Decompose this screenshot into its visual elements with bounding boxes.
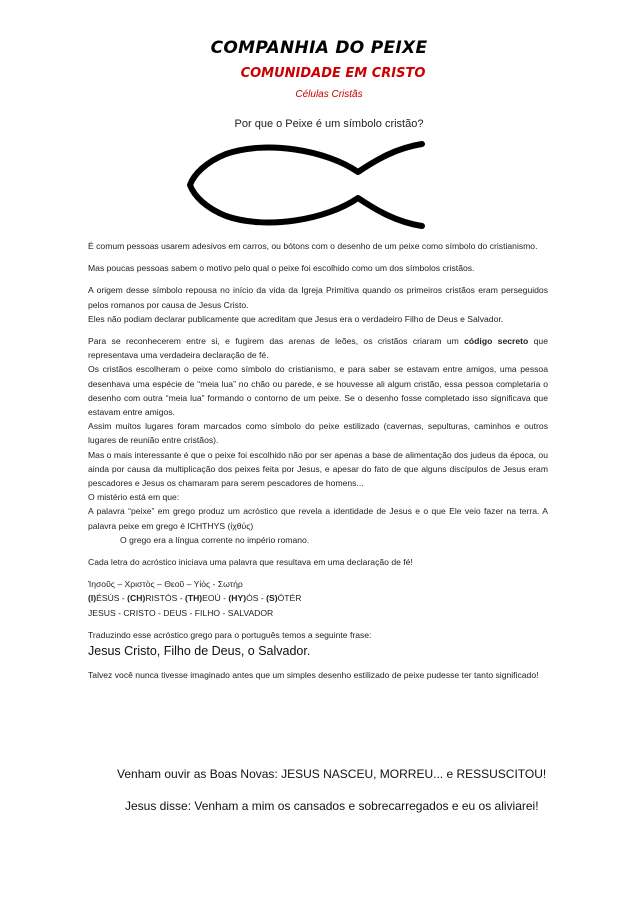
acrostic-word: ÉSÚS - [96, 593, 128, 604]
text-run: Para se reconhecerem entre si, e fugirem das arenas de leões, os cristãos criaram um [88, 336, 465, 347]
page-subtitle: COMUNIDADE EM CRISTO [240, 66, 426, 81]
acrostic-word: RISTÓS - [145, 593, 185, 604]
paragraph: Talvez você nunca tivesse imaginado antes que um simples desenho estilizado de peixe pudesse ter tanto significado! [88, 670, 539, 681]
paragraph: Assim muitos lugares foram marcados como símbolo do peixe estilizado (cavernas, sepulturas, caminhos e outros lugares de reunião entre cristãos). [88, 421, 548, 446]
page-tagline: Células Cristãs [295, 89, 363, 100]
paragraph: Eles não podiam declarar publicamente que acreditam que Jesus era o verdadeiro Filho de Deus e Salvador. [88, 313, 504, 324]
acrostic-letter: (HY) [228, 593, 247, 604]
paragraph: Mas o mais interessante é que o peixe foi escolhido não por ser apenas a base de alimentação dos judeus da época, ou ainda por causa da multiplicação dos peixes feita por Jesus, e apesar do fato de que alguns discípulos de Jesus eram pescadores e Jesus os chamaram para serem pescadores de homens... [88, 449, 548, 489]
document-body [88, 239, 548, 682]
page-title: COMPANHIA DO PEIXE [210, 38, 428, 58]
paragraph: O grego era a língua corrente no império romano. [120, 534, 310, 545]
closing-line: Venham ouvir as Boas Novas: JESUS NASCEU, MORREU... e RESSUSCITOU! [117, 767, 547, 781]
acrostic-letter: (TH) [184, 593, 203, 604]
paragraph: Cada letra do acróstico iniciava uma palavra que resultava em uma declaração de fé! [88, 557, 413, 568]
acrostic-transliteration [88, 591, 548, 605]
acrostic-letter: (CH) [127, 593, 146, 604]
acrostic-portuguese: JESUS - CRISTO - DEUS - FILHO - SALVADOR [88, 607, 274, 618]
ichthys-fish-icon [186, 140, 448, 230]
page-question: Por que o Peixe é um símbolo cristão? [234, 118, 424, 130]
closing-line: Jesus disse: Venham a mim os cansados e sobrecarregados e eu os aliviarei! [125, 799, 539, 813]
paragraph: É comum pessoas usarem adesivos em carros, ou bótons com o desenho de um peixe como símbolo do cristianismo. [88, 241, 538, 251]
bold-text: código secreto [464, 336, 529, 347]
acrostic-letter: (I) [88, 593, 97, 604]
paragraph: Mas poucas pessoas sabem o motivo pelo qual o peixe foi escolhido como um dos símbolos cristãos. [88, 263, 475, 274]
paragraph [88, 334, 548, 362]
paragraph: A origem desse símbolo repousa no início da vida da Igreja Primitiva quando os primeiros cristãos eram perseguidos pelos romanos por causa de Jesus Cristo. [88, 285, 548, 310]
paragraph: Traduzindo esse acróstico grego para o português temos a seguinte frase: [88, 629, 372, 640]
acrostic-word: EOÚ - [202, 593, 229, 604]
paragraph: O mistério está em que: [88, 492, 180, 503]
translated-phrase: Jesus Cristo, Filho de Deus, o Salvador. [88, 644, 311, 659]
acrostic-letter: (S) [266, 593, 278, 604]
greek-acrostic: Ἰησοῦς – Χριστὸς – Θεοῦ – Υἱός - Σωτήρ [88, 579, 243, 590]
paragraph: A palavra “peixe” em grego produz um acróstico que revela a identidade de Jesus e o que Ele veio fazer na terra. A palavra peixe em grego é ICHTHYS (ἰχθύς) [88, 506, 548, 531]
acrostic-word: ÓTÉR [277, 593, 302, 604]
acrostic-word: ÓS - [246, 593, 267, 604]
text-run: que representava uma verdadeira declaração de fé. [88, 336, 548, 361]
paragraph: Os cristãos escolheram o peixe como símbolo do cristianismo, e para saber se estavam entre amigos, uma pessoa desenhava uma espécie de “meia lua” no chão ou parede, e se houvesse ali algum cristão, essa pessoa completaria o desenho com outra “meia lua” formando o contorno de um peixe. Se o desenho fosse completado isso significava que estavam entre amigos. [88, 364, 548, 418]
